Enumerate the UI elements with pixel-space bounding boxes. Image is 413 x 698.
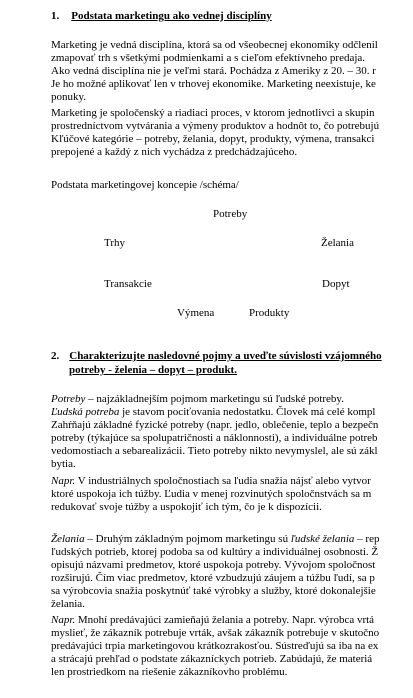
diagram-node-dopyt: Dopyt xyxy=(322,278,350,290)
section1-number: 1. xyxy=(51,10,60,22)
example2-text: Mnohí predávajúci zamieňajú želania a potreby. Napr. výrobca vrtá xyxy=(75,614,375,626)
ludska-potreba-text: je stavom pociťovania nedostatku. Človek má celé kompl xyxy=(119,406,376,418)
section2-title-line1: Charakterizujte nasledovné pojmy a uveďte súvislosti vzájomného xyxy=(69,350,382,362)
para2-line: prepojené a každý z nich vychádza z predchádzajúceho. xyxy=(51,146,298,158)
ludska-potreba-line xyxy=(51,406,375,419)
example2-line: len prostriedkom na riešenie zákazníkovho problému. xyxy=(51,666,288,678)
example2-line: myslieť, že zákazník potrebuje vrták, avšak zákazník potrebuje v skutočno xyxy=(51,627,380,639)
zelania-line xyxy=(51,533,379,546)
diagram-node-transakcie: Transakcie xyxy=(104,278,152,290)
diagram-node-vymena: Výmena xyxy=(177,307,215,319)
para2-line: Kľúčové kategórie – potreby, želania, dopyt, produkty, výmena, transakci xyxy=(51,133,375,145)
potreby-desc-line: vedomostiach a sebarealizácii. Tieto potreby nikto nevymyslel, ale sú zákl xyxy=(51,445,378,457)
section1-heading xyxy=(51,10,272,23)
term-zelania: Želania xyxy=(51,533,85,545)
para1-line: Marketing je vedná disciplína, ktorá sa od všeobecnej ekonomiky odčlenil xyxy=(51,39,378,51)
potreby-line xyxy=(51,393,344,406)
diagram-node-produkty: Produkty xyxy=(249,307,290,319)
para2-line: Marketing je spoločenský a riadiaci proces, v ktorom jednotlivci a skupin xyxy=(51,107,375,119)
potreby-desc-line: Zahŕňajú základné fyzické potreby (napr. jedlo, oblečenie, teplo a bezpečn xyxy=(51,419,379,431)
example1-line: ktoré uspokoja ich túžby. Ľudia v menej rozvinutých spoločnstvách sa m xyxy=(51,488,372,500)
para1-line: ponuky. xyxy=(51,91,87,103)
para1-line: zmapovať trh s všetkými podmienkami a s cieľom efektívneho predaja. xyxy=(51,52,366,64)
term-potreby: Potreby xyxy=(51,393,86,405)
term-ludska-potreba: Ľudská potreba xyxy=(51,406,120,418)
example2-line: predávajúci trpia marketingovou krátkozrakosťou. Sústreďujú sa iba na ex xyxy=(51,640,379,652)
zelania-desc-line: rozširujú. Čím viac predmetov, ktoré vzbudzujú záujem a túžbu ľudí, sa p xyxy=(51,572,375,584)
potreby-desc-line: potreby (týkajúce sa spolupatričnosti a náklonnosti), a individuálne potreb xyxy=(51,432,378,444)
para1-line: Je ho možné aplikovať len v trhovej ekonomike. Marketing neexistuje, ke xyxy=(51,78,376,90)
example2-line xyxy=(51,614,374,627)
zelania-desc-line: ľudských potrieb, ktorej podoba sa od kultúry a individuálnej osobnosti. Ž xyxy=(51,546,379,558)
term-ludske-zelania: ľudské želania xyxy=(290,533,355,545)
section2-title-line2: potreby - želenia – dopyt – produkt. xyxy=(69,364,237,376)
zelania-text-end: – rep xyxy=(354,533,380,545)
para2-line: prostredníctvom vytvárania a výmeny produktov a hodnôt to, čo potrebujú xyxy=(51,120,380,132)
example1-line xyxy=(51,475,371,488)
diagram-title: Podstata marketingovej koncepie /schéma/ xyxy=(51,179,239,191)
section2-number: 2. xyxy=(51,350,60,362)
diagram-node-potreby: Potreby xyxy=(213,208,248,220)
diagram-node-zelania: Želania xyxy=(321,237,354,249)
para1-line: Ako vedná disciplína nie je veľmi stará. Pochádza z Ameriky z 20. – 30. r xyxy=(51,65,376,77)
diagram-node-trhy: Trhy xyxy=(104,237,125,249)
zelania-text: – Druhým základným pojmom marketingu sú xyxy=(84,533,291,545)
potreby-desc-line: bytia. xyxy=(51,458,76,470)
section1-title: Podstata marketingu ako vednej disciplíny xyxy=(71,10,272,22)
term-napr: Napr. xyxy=(51,614,76,626)
term-napr: Napr. xyxy=(51,475,76,487)
example1-text: V industriálnych spoločnostiach sa ľudia snažia nájsť alebo vytvor xyxy=(75,475,371,487)
zelania-desc-line: opisujú názvami predmetov, ktoré uspokoja potreby. Vývojom spoločnost xyxy=(51,559,376,571)
zelania-desc-line: želania. xyxy=(51,598,85,610)
example1-line: redukovať svoje túžby a uspokojiť ich tým, čo je k dispozícii. xyxy=(51,501,322,513)
potreby-text: – najzákladnejším pojmom marketingu sú ľudské potreby. xyxy=(85,393,344,405)
section2-heading xyxy=(51,350,382,363)
example2-line: a strácajú prehľad o podstate zákazníckych potrieb. Zabúdajú, že materiá xyxy=(51,653,373,665)
zelania-desc-line: sa výrobcovia snažia poskytnúť také výrobky a služby, ktoré dokonalejšie xyxy=(51,585,376,597)
